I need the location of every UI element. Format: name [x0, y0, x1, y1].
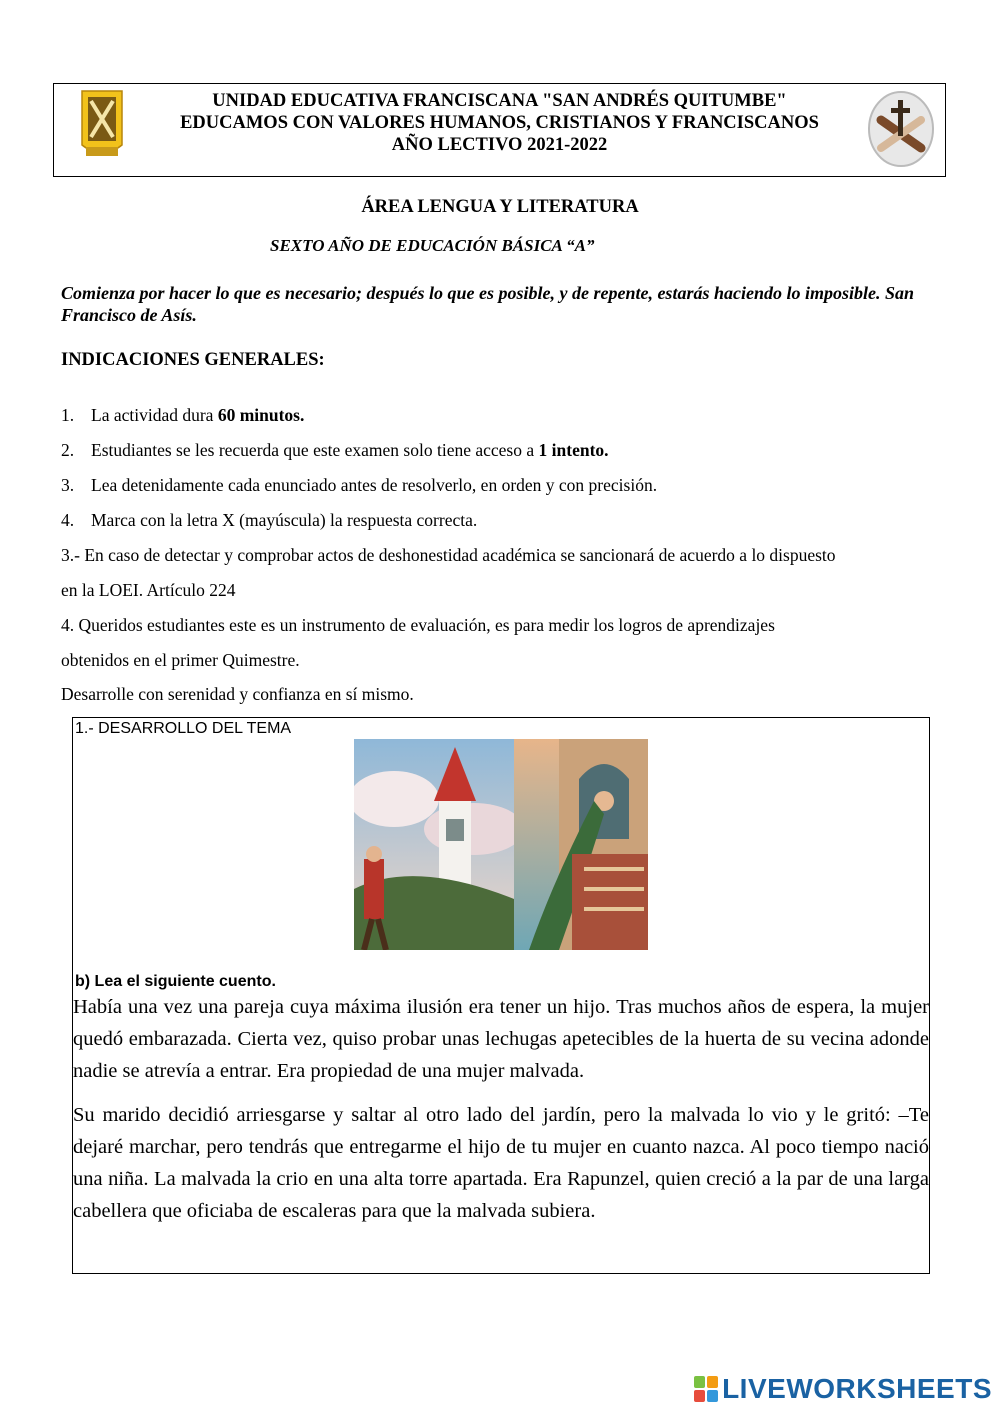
motivational-quote: Comienza por hacer lo que es necesario; después lo que es posible, y de repente, estarás haciendo lo imposible. San Francisco de Asís.: [61, 283, 914, 325]
instructions-heading: INDICACIONES GENERALES:: [61, 350, 325, 370]
story-paragraph: Había una vez una pareja cuya máxima ilusión era tener un hijo. Tras muchos años de espera, la mujer quedó embarazada. Cierta vez, quiso probar unas lechugas apetecibles de la huerta de su vecina adonde nadie se atrevía a entrar. Era propiedad de una mujer malvada.: [73, 996, 929, 1082]
school-crest-icon: [80, 87, 124, 162]
franciscan-emblem-icon: [867, 90, 935, 168]
brand-name: LIVEWORKSHEETS: [722, 1373, 992, 1404]
instruction-item: 3. Lea detenidamente cada enunciado antes de resolverlo, en orden y con precisión.: [61, 475, 658, 495]
instruction-note: obtenidos en el primer Quimestre.: [61, 650, 300, 670]
instruction-note: 3.- En caso de detectar y comprobar actos de deshonestidad académica se sancionará de acuerdo a lo dispuesto: [61, 545, 836, 565]
instruction-note: en la LOEI. Artículo 224: [61, 580, 236, 600]
school-year: AÑO LECTIVO 2021-2022: [391, 135, 608, 155]
grade-title: SEXTO AÑO DE EDUCACIÓN BÁSICA “A”: [270, 236, 595, 255]
instruction-item: 2. Estudiantes se les recuerda que este examen solo tiene acceso a 1 intento.: [61, 440, 609, 460]
school-header: [53, 83, 946, 177]
rapunzel-illustration: [354, 739, 648, 950]
instruction-item: 1. La actividad dura 60 minutos.: [61, 405, 305, 425]
school-name: UNIDAD EDUCATIVA FRANCISCANA "SAN ANDRÉS QUITUMBE": [212, 91, 787, 111]
activity-box: [72, 717, 930, 1274]
story-paragraph: Su marido decidió arriesgarse y saltar al otro lado del jardín, pero la malvada lo vio y le gritó: –Te dejaré marchar, pero tendrás que entregarme el hijo de tu mujer en cuanto nazca. Al poco tiempo nació una niña. La malvada la crio en una alta torre apartada. Era Rapunzel, quien creció a la par de una larga cabellera que oficiaba de escaleras para que la malvada subiera.: [73, 1104, 929, 1222]
area-title: ÁREA LENGUA Y LITERATURA: [361, 197, 639, 217]
instruction-item: 4. Marca con la letra X (mayúscula) la respuesta correcta.: [61, 510, 478, 530]
instruction-note: 4. Queridos estudiantes este es un instrumento de evaluación, es para medir los logros de aprendizajes: [61, 615, 775, 635]
liveworksheets-logo[interactable]: [694, 1373, 992, 1405]
section-label: 1.- DESARROLLO DEL TEMA: [75, 720, 292, 737]
school-motto: EDUCAMOS CON VALORES HUMANOS, CRISTIANOS Y FRANCISCANOS: [180, 113, 819, 133]
read-instruction: b) Lea el siguiente cuento.: [75, 973, 276, 990]
liveworksheets-logo-icon: [694, 1376, 718, 1402]
instruction-note: Desarrolle con serenidad y confianza en sí mismo.: [61, 684, 414, 704]
